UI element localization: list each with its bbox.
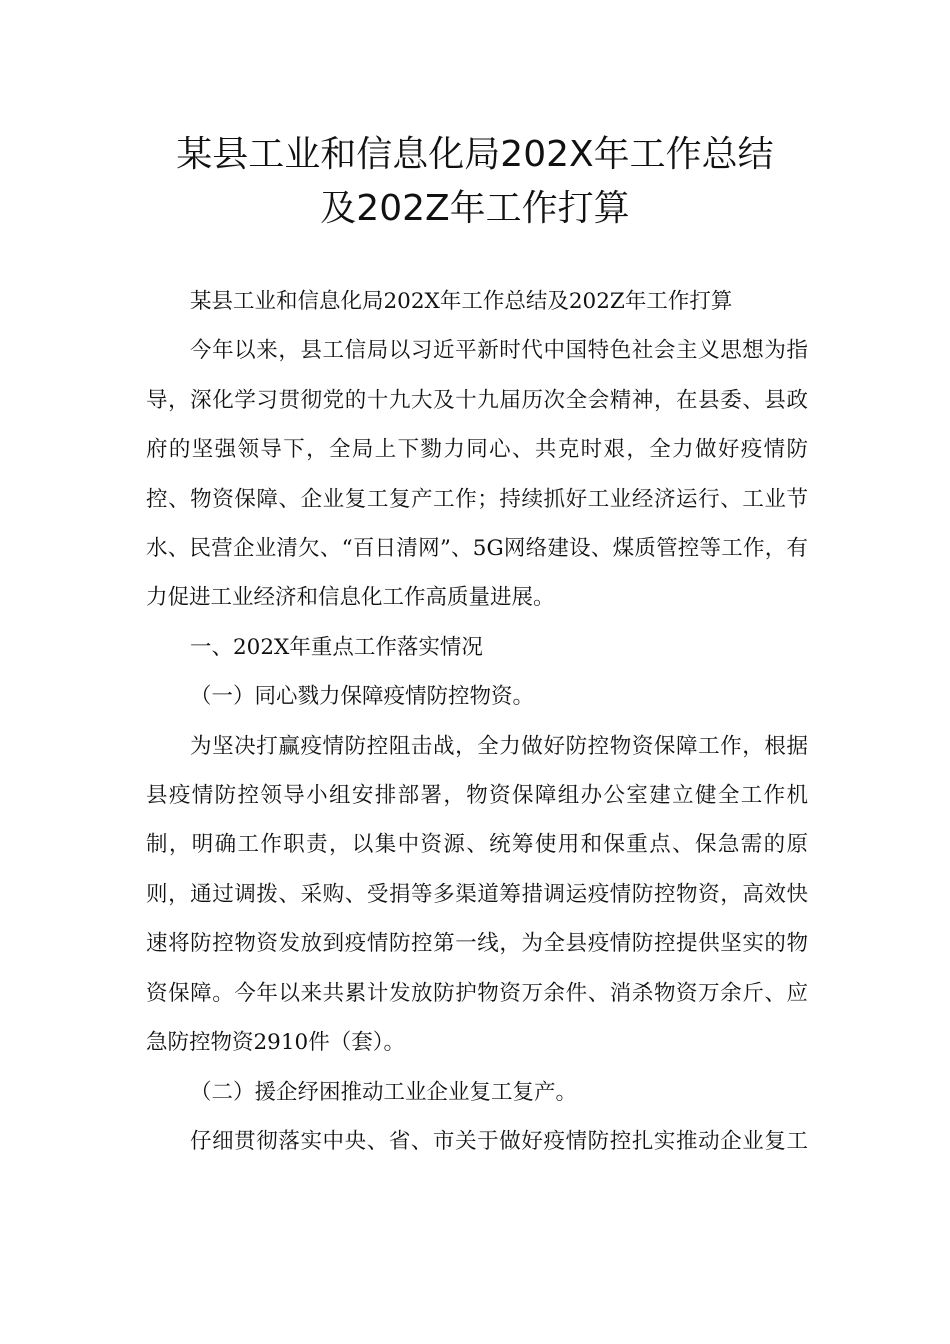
title-line-1: 某县工业和信息化局202X年工作总结 [176,134,774,175]
subsection-heading-1: （一）同心戮力保障疫情防控物资。 [190,684,535,710]
subsection-heading-2: （二）援企纾困推动工业企业复工复产。 [190,1079,578,1105]
paragraph-subtitle: 某县工业和信息化局202X年工作总结及202Z年工作打算 [190,289,733,314]
section-heading-1: 一、202X年重点工作落实情况 [190,634,483,660]
paragraph-intro: 今年以来，县工信局以习近平新时代中国特色社会主义思想为指导，深化学习贯彻党的十九大及十九届历次全会精神，在县委、县政府的坚强领导下，全局上下勠力同心、共克时艰，全力做好疫情防控、物资保障、企业复工复产工作；持续抓好工业经济运行、工业节水、民营企业清欠、“百日清网”、5G网络建设、煤质管控等工作，有力促进工业经济和信息化工作高质量进展。 [146,338,808,611]
paragraph-supplies: 为坚决打赢疫情防控阻击战，全力做好防控物资保障工作，根据县疫情防控领导小组安排部署，物资保障组办公室建立健全工作机制，明确工作职责，以集中资源、统筹使用和保重点、保急需的原则，通过调拨、采购、受捐等多渠道筹措调运疫情防控物资，高效快速将防控物资发放到疫情防控第一线，为全县疫情防控提供坚实的物资保障。今年以来共累计发放防护物资万余件、消杀物资万余斤、应急防控物资2910件（套）。 [146,733,808,1056]
paragraph-resumption: 仔细贯彻落实中央、省、市关于做好疫情防控扎实推动企业复工 [190,1128,808,1154]
document-title [100,128,850,236]
title-line-2: 及202Z年工作打算 [320,188,630,229]
document-body [146,277,808,1166]
